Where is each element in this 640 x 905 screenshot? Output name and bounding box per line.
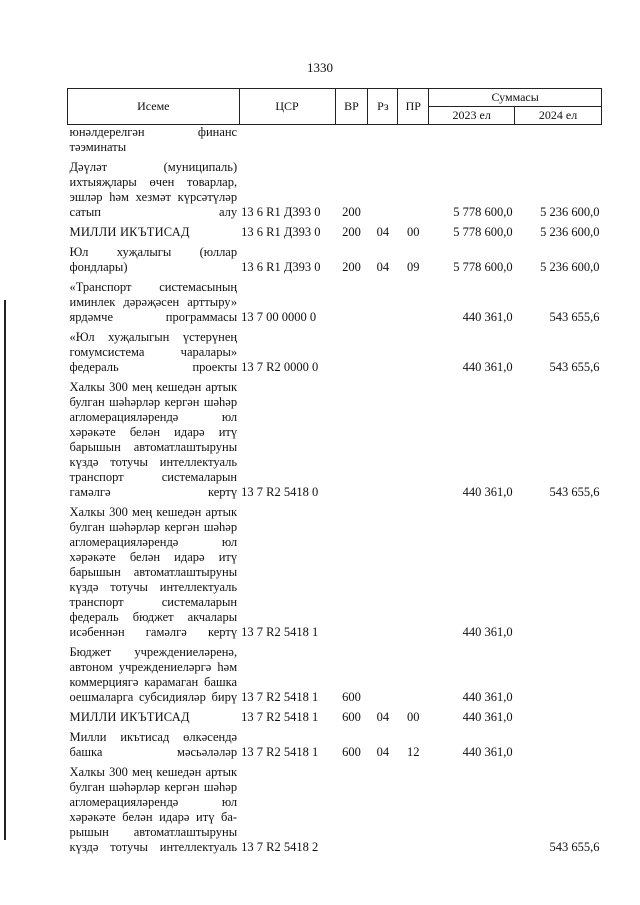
row-name: МИЛЛИ ИКЪТИСАД [69, 225, 190, 239]
row-pr [398, 763, 429, 858]
row-vr: 200 [342, 205, 361, 219]
row-sum-2024: 543 655,6 [549, 310, 600, 324]
row-sum-2023: 440 361,0 [462, 625, 513, 639]
row-vr: 200 [342, 260, 361, 274]
row-pr [398, 503, 429, 643]
table-row [68, 223, 602, 243]
row-csr: 13 7 R2 0000 0 [241, 360, 319, 374]
table-row [68, 125, 602, 159]
row-sum-2023 [429, 125, 515, 159]
row-vr [335, 503, 368, 643]
row-csr: 13 7 R2 5418 1 [241, 745, 319, 759]
table-row [68, 328, 602, 378]
header-vr: ВР [335, 89, 368, 125]
row-sum-2024 [515, 643, 602, 708]
row-sum-2023 [429, 763, 515, 858]
row-name: Халкы 300 мең кешедән артык булган шәһәрләр кергән шәһәр агломерацияләрендә юл хәрәкәте белән идарә итү барышын автоматлаштыруны күздә тотучы интеллектуаль транспорт системаларын федераль бюджет акчалары исәбеннән гамәлгә кертү [69, 505, 238, 639]
row-vr: 200 [342, 225, 361, 239]
row-sum-2024: 5 236 600,0 [540, 205, 600, 219]
row-name: Халкы 300 мең кешедән артык булган шәһәрләр кергән шәһәр агломерацияләрендә юл хәрәкәте белән идарә итү ба-рышын автоматлаштыруны күздә тотучы интеллектуаль [69, 765, 238, 854]
row-rz: 04 [376, 260, 390, 274]
row-csr: 13 6 R1 Д393 0 [241, 225, 321, 239]
header-name: Исеме [68, 89, 240, 125]
row-rz [368, 328, 398, 378]
row-vr: 600 [342, 745, 361, 759]
margin-binding-line [4, 300, 6, 840]
row-sum-2024 [515, 708, 602, 728]
row-sum-2024 [515, 125, 602, 159]
row-sum-2023: 5 778 600,0 [453, 205, 513, 219]
table-row [68, 243, 602, 278]
row-csr: 13 7 R2 5418 1 [241, 710, 319, 724]
row-csr: 13 7 R2 5418 1 [241, 690, 319, 704]
row-csr: 13 7 00 0000 0 [241, 310, 317, 324]
row-name: Юл хуҗалыгы (юллар фондлары) [69, 245, 238, 274]
row-csr [239, 125, 335, 159]
row-pr [398, 278, 429, 328]
row-rz: 04 [376, 710, 390, 724]
row-csr: 13 7 R2 5418 1 [241, 625, 319, 639]
row-pr: 00 [407, 225, 420, 239]
row-vr [335, 278, 368, 328]
row-sum-2024: 5 236 600,0 [540, 225, 600, 239]
row-name: МИЛЛИ ИКЪТИСАД [69, 710, 190, 724]
header-year-2023: 2023 ел [429, 107, 515, 125]
page-number: 1330 [307, 60, 333, 75]
row-csr: 13 7 R2 5418 0 [241, 485, 319, 499]
header-sums: Суммасы [429, 89, 602, 107]
table-row [68, 643, 602, 708]
row-name: юнәлдерелгән финанс тәэминаты [69, 125, 238, 154]
table-row [68, 158, 602, 223]
row-sum-2023: 5 778 600,0 [453, 260, 513, 274]
row-name: «Юл хуҗалыгын үстерүнең гомумсистема чаралары» федераль проекты [69, 330, 238, 374]
row-rz: 04 [376, 745, 390, 759]
row-name: «Транспорт системасының иминлек дәрәҗәсен арттыру» ярдәмче программасы [69, 280, 238, 324]
row-rz [368, 125, 398, 159]
table-row [68, 728, 602, 763]
row-vr: 600 [342, 710, 361, 724]
row-vr [335, 125, 368, 159]
row-rz [368, 278, 398, 328]
row-pr [398, 125, 429, 159]
row-vr: 600 [342, 690, 361, 704]
header-rz: Рз [368, 89, 398, 125]
row-sum-2024: 543 655,6 [549, 840, 600, 854]
row-rz [368, 378, 398, 503]
row-sum-2024 [515, 503, 602, 643]
row-sum-2024: 543 655,6 [549, 485, 600, 499]
table-row [68, 503, 602, 643]
row-sum-2023: 440 361,0 [462, 710, 513, 724]
table-row [68, 763, 602, 858]
row-sum-2023: 440 361,0 [462, 310, 513, 324]
header-pr: ПР [398, 89, 429, 125]
row-rz: 04 [376, 225, 390, 239]
header-year-2024: 2024 ел [515, 107, 602, 125]
table-row [68, 278, 602, 328]
row-rz [368, 503, 398, 643]
row-pr: 09 [407, 260, 420, 274]
row-sum-2023: 440 361,0 [462, 690, 513, 704]
row-sum-2024: 543 655,6 [549, 360, 600, 374]
row-sum-2024 [515, 728, 602, 763]
row-sum-2023: 440 361,0 [462, 360, 513, 374]
row-pr [398, 378, 429, 503]
row-rz [368, 158, 398, 223]
row-name: Халкы 300 мең кешедән артык булган шәһәрләр кергән шәһәр агломерацияләрендә юл хәрәкәте белән идарә итү барышын автоматлаштыруны күздә тотучы интеллектуаль транспорт системаларын гамәлгә кертү [69, 380, 238, 499]
row-sum-2023: 440 361,0 [462, 745, 513, 759]
row-csr: 13 6 R1 Д393 0 [241, 205, 321, 219]
row-pr: 00 [407, 710, 420, 724]
row-sum-2023: 5 778 600,0 [453, 225, 513, 239]
table-row [68, 708, 602, 728]
table-row [68, 378, 602, 503]
row-rz [368, 643, 398, 708]
row-sum-2024: 5 236 600,0 [540, 260, 600, 274]
row-sum-2023: 440 361,0 [462, 485, 513, 499]
row-csr: 13 6 R1 Д393 0 [241, 260, 321, 274]
table-header [68, 89, 602, 125]
row-pr [398, 158, 429, 223]
row-vr [335, 763, 368, 858]
budget-table [67, 88, 602, 858]
row-csr: 13 7 R2 5418 2 [241, 840, 319, 854]
row-pr: 12 [407, 745, 420, 759]
row-name: Милли икътисад өлкәсендә башка мәсьәләләр [69, 730, 238, 759]
row-vr [335, 378, 368, 503]
row-name: Дәүләт (муниципаль) ихтыяҗлары өчен товарлар, эшләр һәм хезмәт күрсәтүләр сатып алу [69, 160, 238, 219]
row-pr [398, 328, 429, 378]
row-name: Бюджет учреждениеләренә, автоном учреждениеләргә һәм коммерциягә карамаган башка оешмаларга субсидияләр бирү [69, 645, 238, 704]
row-rz [368, 763, 398, 858]
header-csr: ЦСР [239, 89, 335, 125]
row-pr [398, 643, 429, 708]
row-vr [335, 328, 368, 378]
